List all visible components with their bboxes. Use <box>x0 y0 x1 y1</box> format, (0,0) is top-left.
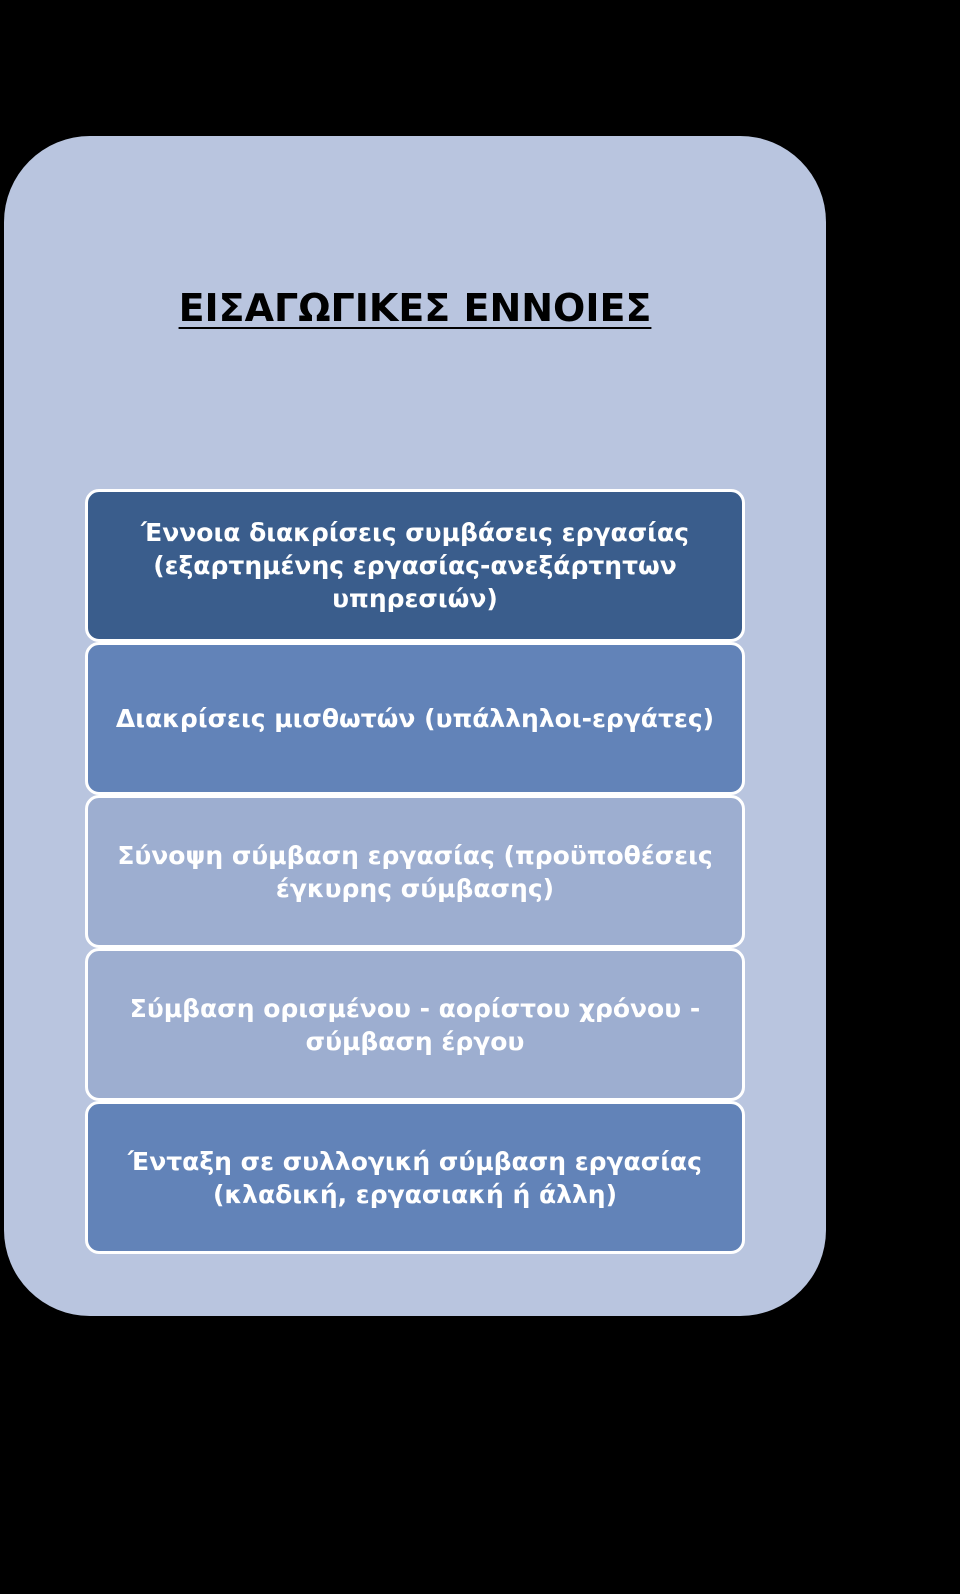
concept-box-2-line-1: Διακρίσεις μισθωτών (υπάλληλοι-εργάτες) <box>115 704 715 733</box>
diagram-title-text: ΕΙΣΑΓΩΓΙΚΕΣ ΕΝΝΟΙΕΣ <box>178 286 652 330</box>
concept-box-5-line-1: Ένταξη σε συλλογική σύμβαση εργασίας <box>128 1146 702 1176</box>
concept-box-4 <box>85 948 745 1101</box>
concept-box-1 <box>85 489 745 642</box>
concept-box-5 <box>85 1101 745 1254</box>
concept-stack <box>85 489 745 1254</box>
concept-box-4-line-1: Σύμβαση ορισμένου - αορίστου χρόνου - <box>129 993 701 1023</box>
diagram-title <box>0 286 830 330</box>
concept-box-1-line-2: (εξαρτημένης εργασίας-ανεξάρτητων υπηρεσιών) <box>153 551 677 613</box>
concept-box-3 <box>85 795 745 948</box>
concept-box-2 <box>85 642 745 795</box>
concept-box-3-line-1: Σύνοψη σύμβαση εργασίας (προϋποθέσεις <box>117 840 713 870</box>
concept-box-4-line-2: σύμβαση έργου <box>305 1026 525 1056</box>
concept-box-5-line-2: (κλαδική, εργασιακή ή άλλη) <box>212 1179 618 1209</box>
concept-box-3-line-2: έγκυρης σύμβασης) <box>275 873 555 903</box>
concept-box-1-line-1: Έννοια διακρίσεις συμβάσεις εργασίας <box>141 518 689 547</box>
